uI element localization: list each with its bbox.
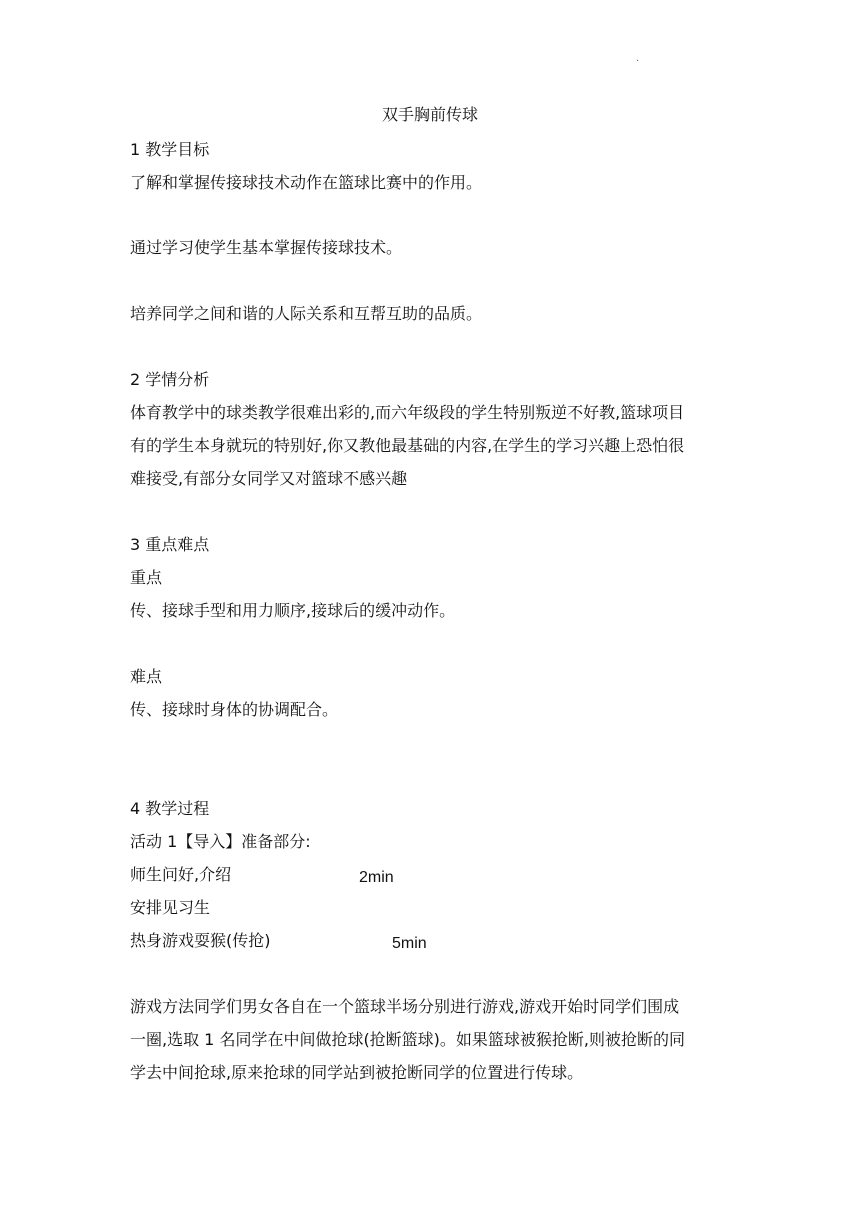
section-heading-analysis: 2 学情分析 — [130, 370, 210, 389]
process-step-time: 2min — [359, 869, 394, 886]
goal-item: 了解和掌握传接球技术动作在篮球比赛中的作用。 — [130, 173, 483, 192]
goal-item: 通过学习使学生基本掌握传接球技术。 — [130, 238, 403, 257]
game-description-line: 学去中间抢球,原来抢球的同学站到被抢断同学的位置进行传球。 — [130, 1063, 584, 1082]
process-step-text: 安排见习生 — [130, 898, 211, 917]
process-step-text: 热身游戏耍猴(传抢) — [130, 931, 271, 950]
focus-label: 重点 — [130, 568, 163, 587]
section-heading-goals: 1 教学目标 — [130, 140, 210, 159]
section-heading-process: 4 教学过程 — [130, 799, 210, 818]
analysis-line: 有的学生本身就玩的特别好,你又教他最基础的内容,在学生的学习兴趣上恐怕很 — [130, 436, 685, 455]
game-description-line: 游戏方法同学们男女各自在一个篮球半场分别进行游戏,游戏开始时同学们围成 — [130, 997, 680, 1016]
focus-text: 传、接球手型和用力顺序,接球后的缓冲动作。 — [130, 601, 456, 620]
document-title: 双手胸前传球 — [381, 105, 478, 124]
game-description-line: 一圈,选取 1 名同学在中间做抢球(抢断篮球)。如果篮球被猴抢断,则被抢断的同 — [130, 1030, 686, 1049]
analysis-line: 难接受,有部分女同学又对篮球不感兴趣 — [130, 469, 408, 488]
analysis-line: 体育教学中的球类教学很难出彩的,而六年级段的学生特别叛逆不好教,篮球项目 — [130, 403, 685, 422]
goal-item: 培养同学之间和谐的人际关系和互帮互助的品质。 — [130, 304, 483, 323]
difficulty-text: 传、接球时身体的协调配合。 — [130, 700, 339, 719]
activity-heading: 活动 1【导入】准备部分: — [130, 832, 311, 851]
process-step-text: 师生问好,介绍 — [130, 865, 232, 884]
difficulty-label: 难点 — [130, 667, 163, 686]
section-heading-key-points: 3 重点难点 — [130, 535, 210, 554]
header-mark: · — [636, 56, 640, 67]
process-step-time: 5min — [392, 935, 427, 952]
